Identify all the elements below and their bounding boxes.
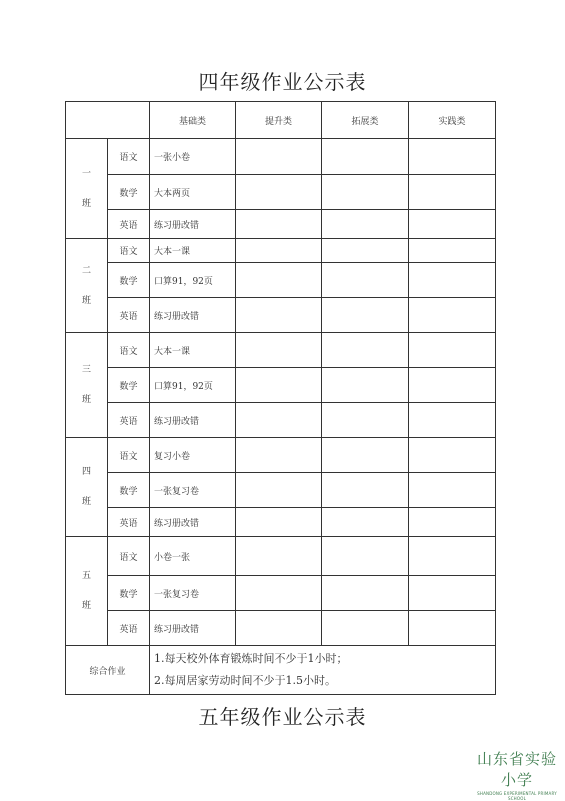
subject-cell: 语文 <box>108 239 150 263</box>
table-row <box>66 263 496 298</box>
logo-chinese-name: 山东省实验小学 <box>476 750 557 789</box>
homework-table <box>65 101 496 695</box>
table-row <box>66 210 496 239</box>
improve-homework-cell <box>236 298 322 333</box>
subject-cell: 语文 <box>108 438 150 473</box>
header-basic: 基础类 <box>150 102 236 139</box>
header-practice: 实践类 <box>409 102 496 139</box>
extend-homework-cell <box>322 537 409 576</box>
table-row <box>66 368 496 403</box>
extend-homework-cell <box>322 611 409 646</box>
table-row <box>66 438 496 473</box>
page-title: 四年级作业公示表 <box>198 70 367 94</box>
basic-homework-cell: 一张小卷 <box>150 139 236 175</box>
table-row <box>66 298 496 333</box>
extend-homework-cell <box>322 210 409 239</box>
extend-homework-cell <box>322 263 409 298</box>
subject-cell: 语文 <box>108 537 150 576</box>
subject-cell: 数学 <box>108 473 150 508</box>
improve-homework-cell <box>236 438 322 473</box>
class-name-char: 三 <box>81 365 91 375</box>
extend-homework-cell <box>322 403 409 438</box>
class-name-cell <box>66 537 108 646</box>
comprehensive-line: 1.每天校外体育锻炼时间不少于1小时； <box>154 652 348 665</box>
practice-homework-cell <box>409 333 496 368</box>
basic-homework-cell: 一张复习卷 <box>150 576 236 611</box>
improve-homework-cell <box>236 239 322 263</box>
subject-cell: 语文 <box>108 333 150 368</box>
table-row <box>66 611 496 646</box>
table-row <box>66 576 496 611</box>
improve-homework-cell <box>236 537 322 576</box>
improve-homework-cell <box>236 333 322 368</box>
extend-homework-cell <box>322 333 409 368</box>
basic-homework-cell: 大本一课 <box>150 333 236 368</box>
practice-homework-cell <box>409 139 496 175</box>
class-name-cell <box>66 239 108 333</box>
table-row <box>66 537 496 576</box>
class-name-char: 四 <box>81 467 91 477</box>
school-logo <box>472 748 562 801</box>
improve-homework-cell <box>236 473 322 508</box>
improve-homework-cell <box>236 508 322 537</box>
class-name-char: 班 <box>81 198 91 209</box>
subject-cell: 数学 <box>108 576 150 611</box>
practice-homework-cell <box>409 403 496 438</box>
extend-homework-cell <box>322 576 409 611</box>
basic-homework-cell: 复习小卷 <box>150 438 236 473</box>
practice-homework-cell <box>409 239 496 263</box>
subject-cell: 英语 <box>108 508 150 537</box>
practice-homework-cell <box>409 508 496 537</box>
subject-cell: 语文 <box>108 139 150 175</box>
practice-homework-cell <box>409 438 496 473</box>
extend-homework-cell <box>322 368 409 403</box>
basic-homework-cell: 小卷一张 <box>150 537 236 576</box>
header-extend: 拓展类 <box>322 102 409 139</box>
basic-homework-cell: 练习册改错 <box>150 611 236 646</box>
class-name-cell <box>66 438 108 537</box>
comprehensive-row <box>66 646 496 695</box>
comprehensive-line: 2.每周居家劳动时间不少于1.5小时。 <box>154 674 336 687</box>
basic-homework-cell: 练习册改错 <box>150 403 236 438</box>
subject-cell: 数学 <box>108 368 150 403</box>
extend-homework-cell <box>322 139 409 175</box>
class-name-cell <box>66 139 108 239</box>
basic-homework-cell: 练习册改错 <box>150 508 236 537</box>
class-name-char: 班 <box>81 395 91 405</box>
improve-homework-cell <box>236 368 322 403</box>
class-name-char: 五 <box>81 571 91 581</box>
logo-english-name: SHANDONG EXPERIMENTAL PRIMARY SCHOOL <box>477 791 557 801</box>
extend-homework-cell <box>322 438 409 473</box>
improve-homework-cell <box>236 175 322 210</box>
improve-homework-cell <box>236 263 322 298</box>
table-row <box>66 508 496 537</box>
improve-homework-cell <box>236 403 322 438</box>
practice-homework-cell <box>409 611 496 646</box>
class-name-char: 班 <box>81 601 91 611</box>
practice-homework-cell <box>409 210 496 239</box>
practice-homework-cell <box>409 473 496 508</box>
practice-homework-cell <box>409 576 496 611</box>
header-corner-cell <box>66 102 150 139</box>
class-name-char: 班 <box>81 295 91 306</box>
table-row <box>66 239 496 263</box>
practice-homework-cell <box>409 263 496 298</box>
table-row <box>66 333 496 368</box>
subject-cell: 数学 <box>108 263 150 298</box>
practice-homework-cell <box>409 537 496 576</box>
improve-homework-cell <box>236 139 322 175</box>
class-name-char: 二 <box>81 265 91 276</box>
header-improve: 提升类 <box>236 102 322 139</box>
table-row <box>66 473 496 508</box>
basic-homework-cell: 一张复习卷 <box>150 473 236 508</box>
improve-homework-cell <box>236 210 322 239</box>
subject-cell: 英语 <box>108 298 150 333</box>
practice-homework-cell <box>409 298 496 333</box>
basic-homework-cell: 大本两页 <box>150 175 236 210</box>
extend-homework-cell <box>322 175 409 210</box>
table-row <box>66 175 496 210</box>
extend-homework-cell <box>322 239 409 263</box>
subject-cell: 数学 <box>108 175 150 210</box>
subject-cell: 英语 <box>108 403 150 438</box>
extend-homework-cell <box>322 508 409 537</box>
header-row <box>66 102 496 139</box>
practice-homework-cell <box>409 368 496 403</box>
comprehensive-label: 综合作业 <box>66 646 150 695</box>
class-name-cell <box>66 333 108 438</box>
basic-homework-cell: 大本一课 <box>150 239 236 263</box>
class-name-char: 班 <box>81 497 91 507</box>
comprehensive-content <box>150 646 496 695</box>
subject-cell: 英语 <box>108 210 150 239</box>
basic-homework-cell: 练习册改错 <box>150 298 236 333</box>
extend-homework-cell <box>322 473 409 508</box>
basic-homework-cell: 练习册改错 <box>150 210 236 239</box>
table-row <box>66 403 496 438</box>
basic-homework-cell: 口算91，92页 <box>150 368 236 403</box>
next-page-title: 五年级作业公示表 <box>198 705 367 729</box>
extend-homework-cell <box>322 298 409 333</box>
basic-homework-cell: 口算91，92页 <box>150 263 236 298</box>
improve-homework-cell <box>236 576 322 611</box>
improve-homework-cell <box>236 611 322 646</box>
class-name-char: 一 <box>81 168 91 179</box>
table-row <box>66 139 496 175</box>
subject-cell: 英语 <box>108 611 150 646</box>
practice-homework-cell <box>409 175 496 210</box>
